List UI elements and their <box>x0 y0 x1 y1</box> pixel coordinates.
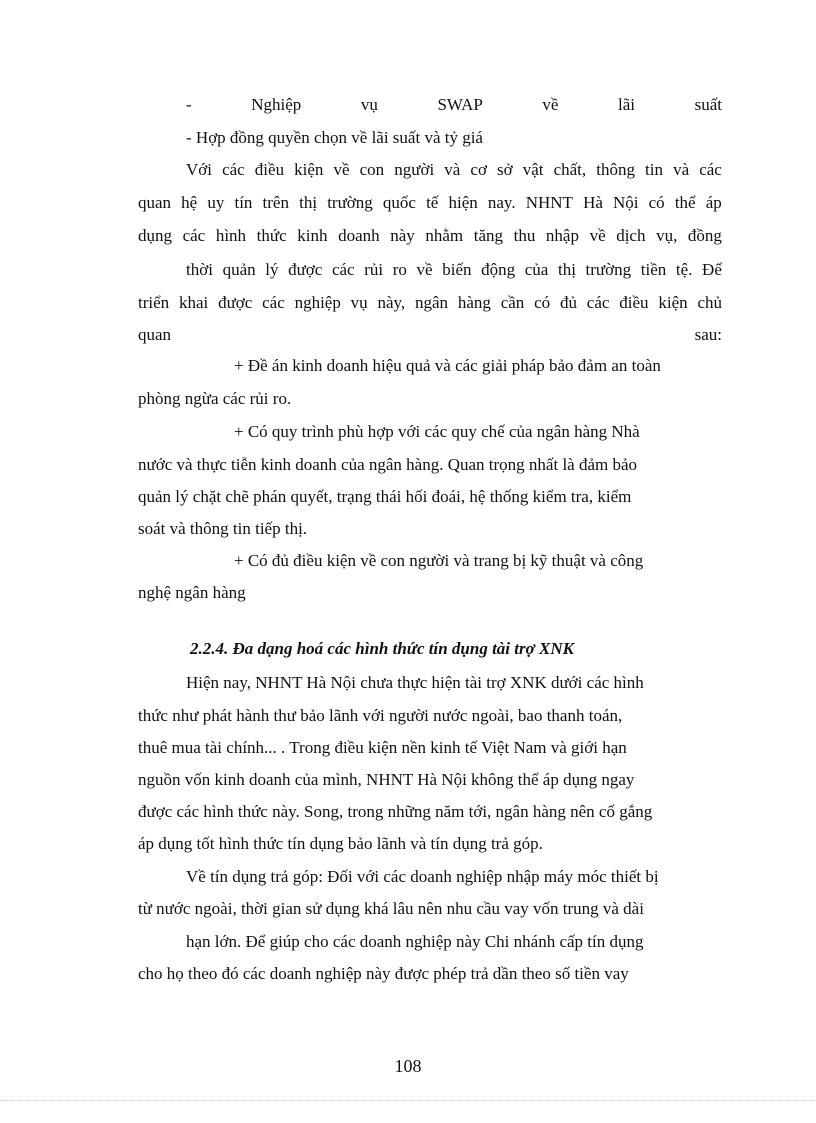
word: sau: <box>694 325 722 344</box>
word: người <box>394 160 435 179</box>
word: các <box>331 260 355 279</box>
word: doanh <box>338 226 380 245</box>
word: có <box>534 293 551 312</box>
para1-line <box>138 226 722 246</box>
word: hình <box>215 226 247 245</box>
para1-line <box>186 260 722 280</box>
word: nhằm <box>425 226 464 245</box>
word: tin <box>645 160 663 179</box>
condition-item: + Có quy trình phù hợp với các quy chế của ngân hàng Nhà <box>234 422 640 441</box>
word: thức <box>256 226 287 245</box>
para2-line: thức như phát hành thư bảo lãnh với người nước ngoài, bao thanh toán, <box>138 706 623 725</box>
word: về <box>333 160 350 179</box>
word: uy <box>207 193 225 212</box>
para2-line: thuê mua tài chính... . Trong điều kiện nền kinh tế Việt Nam và giới hạn <box>138 738 627 757</box>
condition-item-cont: nước và thực tiễn kinh doanh của ngân hàng. Quan trọng nhất là đảm bảo <box>138 455 638 474</box>
word: tăng <box>473 226 503 245</box>
word: thể <box>674 193 696 212</box>
para3-line: cho họ theo đó các doanh nghiệp này được phép trả dần theo số tiền vay <box>138 964 629 983</box>
condition-item-cont: nghệ ngân hàng <box>138 583 246 602</box>
word: tín <box>234 193 253 212</box>
word: quốc <box>382 193 416 212</box>
condition-item-cont: soát và thông tin tiếp thị. <box>138 519 308 538</box>
word: này <box>390 226 415 245</box>
word: hàng <box>457 293 491 312</box>
word: dụng <box>138 226 172 245</box>
word: và <box>444 160 461 179</box>
word: chất, <box>553 160 587 179</box>
condition-item-cont: phòng ngừa các rủi ro. <box>138 389 292 408</box>
para2-line: áp dụng tốt hình thức tín dụng bảo lãnh và tín dụng trả góp. <box>138 834 543 853</box>
word: Nội <box>613 193 639 212</box>
word: điều <box>254 160 285 179</box>
word: kinh <box>297 226 328 245</box>
word: Để <box>702 260 722 279</box>
word: thời <box>186 260 213 279</box>
word: ngân <box>415 293 449 312</box>
word: thu <box>513 226 536 245</box>
word: này, <box>377 293 406 312</box>
word: điều <box>619 293 649 312</box>
word: cơ <box>470 160 487 179</box>
word: đủ <box>559 293 577 312</box>
word: có <box>648 193 665 212</box>
word: và <box>673 160 690 179</box>
page-edge-divider <box>0 1100 816 1101</box>
para3-line: hạn lớn. Để giúp cho các doanh nghiệp này Chi nhánh cấp tín dụng <box>186 932 644 951</box>
word: trường <box>585 260 632 279</box>
para1-last-line <box>138 325 722 345</box>
para3-line: Về tín dụng trả góp: Đối với các doanh nghiệp nhập máy móc thiết bị <box>186 867 659 886</box>
bullet-swap-line <box>186 95 722 115</box>
section-heading: 2.2.4. Đa dạng hoá các hình thức tín dụng tài trợ XNK <box>190 639 574 658</box>
bullet-options-line: - Hợp đồng quyền chọn về lãi suất và tỷ giá <box>186 128 483 147</box>
word: Nghiệp <box>251 95 302 114</box>
word: động <box>481 260 516 279</box>
word: hệ <box>181 193 198 212</box>
word: sở <box>497 160 513 179</box>
word: vật <box>522 160 544 179</box>
word: được <box>288 260 323 279</box>
word: tệ. <box>675 260 693 279</box>
word: của <box>524 260 549 279</box>
word: rủi <box>364 260 384 279</box>
word: tế <box>426 193 439 212</box>
para1-line <box>186 160 722 180</box>
word: quản <box>222 260 256 279</box>
word: kiện <box>294 160 324 179</box>
word: về <box>542 95 559 114</box>
word: con <box>359 160 385 179</box>
word: các <box>222 160 245 179</box>
word: kiện <box>658 293 688 312</box>
word: thông <box>596 160 635 179</box>
word: nghiệp <box>294 293 341 312</box>
word: biến <box>442 260 472 279</box>
word: triển <box>138 293 170 312</box>
word: đồng <box>687 226 722 245</box>
word: về <box>416 260 433 279</box>
word: nhập <box>545 226 579 245</box>
word: chủ <box>697 293 722 312</box>
word: lý <box>265 260 279 279</box>
word: khai <box>178 293 209 312</box>
word: lãi <box>618 95 636 114</box>
word: các <box>262 293 285 312</box>
word: vụ <box>350 293 368 312</box>
word: Với <box>186 160 212 179</box>
word: vụ <box>360 95 378 114</box>
word: các <box>586 293 610 312</box>
word: hiện <box>448 193 478 212</box>
word: nay. <box>487 193 516 212</box>
word: SWAP <box>437 95 483 114</box>
word: về <box>589 226 606 245</box>
page-number: 108 <box>394 1056 422 1076</box>
word: tiền <box>640 260 667 279</box>
word: dịch <box>616 226 646 245</box>
condition-item: + Có đủ điều kiện về con người và trang bị kỹ thuật và công <box>234 551 644 570</box>
word: trường <box>327 193 373 212</box>
word: ro <box>392 260 407 279</box>
word: trên <box>262 193 289 212</box>
word: NHNT <box>525 193 573 212</box>
word: được <box>218 293 253 312</box>
word: áp <box>705 193 722 212</box>
word: quan <box>138 193 172 212</box>
word: thị <box>299 193 318 212</box>
word: cần <box>500 293 525 312</box>
para1-line <box>138 293 722 313</box>
word: vụ, <box>656 226 678 245</box>
para2-line: nguồn vốn kinh doanh của mình, NHNT Hà Nội không thể áp dụng ngay <box>138 770 635 789</box>
word: các <box>699 160 722 179</box>
para2-line: Hiện nay, NHNT Hà Nội chưa thực hiện tài trợ XNK dưới các hình <box>186 673 644 692</box>
word: các <box>182 226 206 245</box>
condition-item-cont: quản lý chặt chẽ phán quyết, trạng thái hối đoái, hệ thống kiểm tra, kiểm <box>138 487 632 506</box>
word: - <box>186 95 192 114</box>
word: suất <box>694 95 722 114</box>
para2-line: được các hình thức này. Song, trong những năm tới, ngân hàng nên cố gắng <box>138 802 653 821</box>
para3-line: từ nước ngoài, thời gian sử dụng khá lâu nên nhu cầu vay vốn trung và dài <box>138 899 644 918</box>
word: Hà <box>583 193 603 212</box>
word: thị <box>557 260 576 279</box>
condition-item: + Đề án kinh doanh hiệu quả và các giải pháp bảo đảm an toàn <box>234 356 661 375</box>
word: quan <box>138 325 172 344</box>
para1-line <box>138 193 722 213</box>
